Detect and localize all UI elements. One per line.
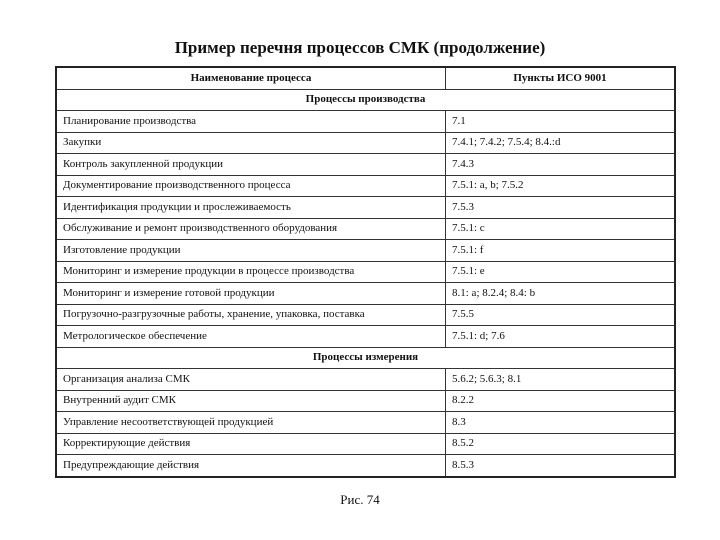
process-name: Мониторинг и измерение готовой продукции — [56, 283, 446, 305]
iso-clauses: 8.3 — [446, 412, 676, 434]
table-row — [56, 412, 675, 434]
iso-clauses: 7.1 — [446, 111, 676, 133]
table-row — [56, 390, 675, 412]
table-row — [56, 261, 675, 283]
table-row — [56, 132, 675, 154]
table-row — [56, 111, 675, 133]
iso-clauses: 8.1: a; 8.2.4; 8.4: b — [446, 283, 676, 305]
process-name: Погрузочно-разгрузочные работы, хранение, упаковка, поставка — [56, 304, 446, 326]
iso-clauses: 7.5.1: c — [446, 218, 676, 240]
header-iso-clauses: Пункты ИСО 9001 — [446, 67, 676, 89]
iso-clauses: 7.5.1: a, b; 7.5.2 — [446, 175, 676, 197]
table-row — [56, 197, 675, 219]
process-name: Закупки — [56, 132, 446, 154]
table-row — [56, 154, 675, 176]
process-name: Планирование производства — [56, 111, 446, 133]
iso-clauses: 8.5.3 — [446, 455, 676, 477]
section-row — [56, 347, 675, 369]
process-name: Изготовление продукции — [56, 240, 446, 262]
table-row — [56, 283, 675, 305]
iso-clauses: 7.5.1: e — [446, 261, 676, 283]
process-name: Внутренний аудит СМК — [56, 390, 446, 412]
iso-clauses: 7.5.3 — [446, 197, 676, 219]
table-row — [56, 433, 675, 455]
page-title: Пример перечня процессов СМК (продолжение) — [174, 38, 546, 57]
process-name: Мониторинг и измерение продукции в процессе производства — [56, 261, 446, 283]
process-name: Предупреждающие действия — [56, 455, 446, 477]
table-row — [56, 175, 675, 197]
table-row — [56, 326, 675, 348]
process-name: Идентификация продукции и прослеживаемость — [56, 197, 446, 219]
iso-clauses: 7.5.5 — [446, 304, 676, 326]
iso-clauses: 7.5.1: d; 7.6 — [446, 326, 676, 348]
process-name: Управление несоответствующей продукцией — [56, 412, 446, 434]
process-name: Контроль закупленной продукции — [56, 154, 446, 176]
process-name: Метрологическое обеспечение — [56, 326, 446, 348]
section-title: Процессы производства — [56, 89, 675, 111]
iso-clauses: 8.2.2 — [446, 390, 676, 412]
table-row — [56, 240, 675, 262]
iso-clauses: 7.4.3 — [446, 154, 676, 176]
process-name: Обслуживание и ремонт производственного оборудования — [56, 218, 446, 240]
header-row — [56, 67, 675, 89]
process-name: Корректирующие действия — [56, 433, 446, 455]
table-row — [56, 218, 675, 240]
section-title: Процессы измерения — [56, 347, 675, 369]
iso-clauses: 8.5.2 — [446, 433, 676, 455]
table-row — [56, 455, 675, 477]
process-name: Организация анализа СМК — [56, 369, 446, 391]
iso-clauses: 7.4.1; 7.4.2; 7.5.4; 8.4.:d — [446, 132, 676, 154]
figure-caption: Рис. 74 — [340, 492, 380, 507]
iso-clauses: 5.6.2; 5.6.3; 8.1 — [446, 369, 676, 391]
table-row — [56, 304, 675, 326]
section-row — [56, 89, 675, 111]
process-table — [55, 66, 676, 478]
header-process-name: Наименование процесса — [56, 67, 446, 89]
iso-clauses: 7.5.1: f — [446, 240, 676, 262]
process-name: Документирование производственного процесса — [56, 175, 446, 197]
table-row — [56, 369, 675, 391]
